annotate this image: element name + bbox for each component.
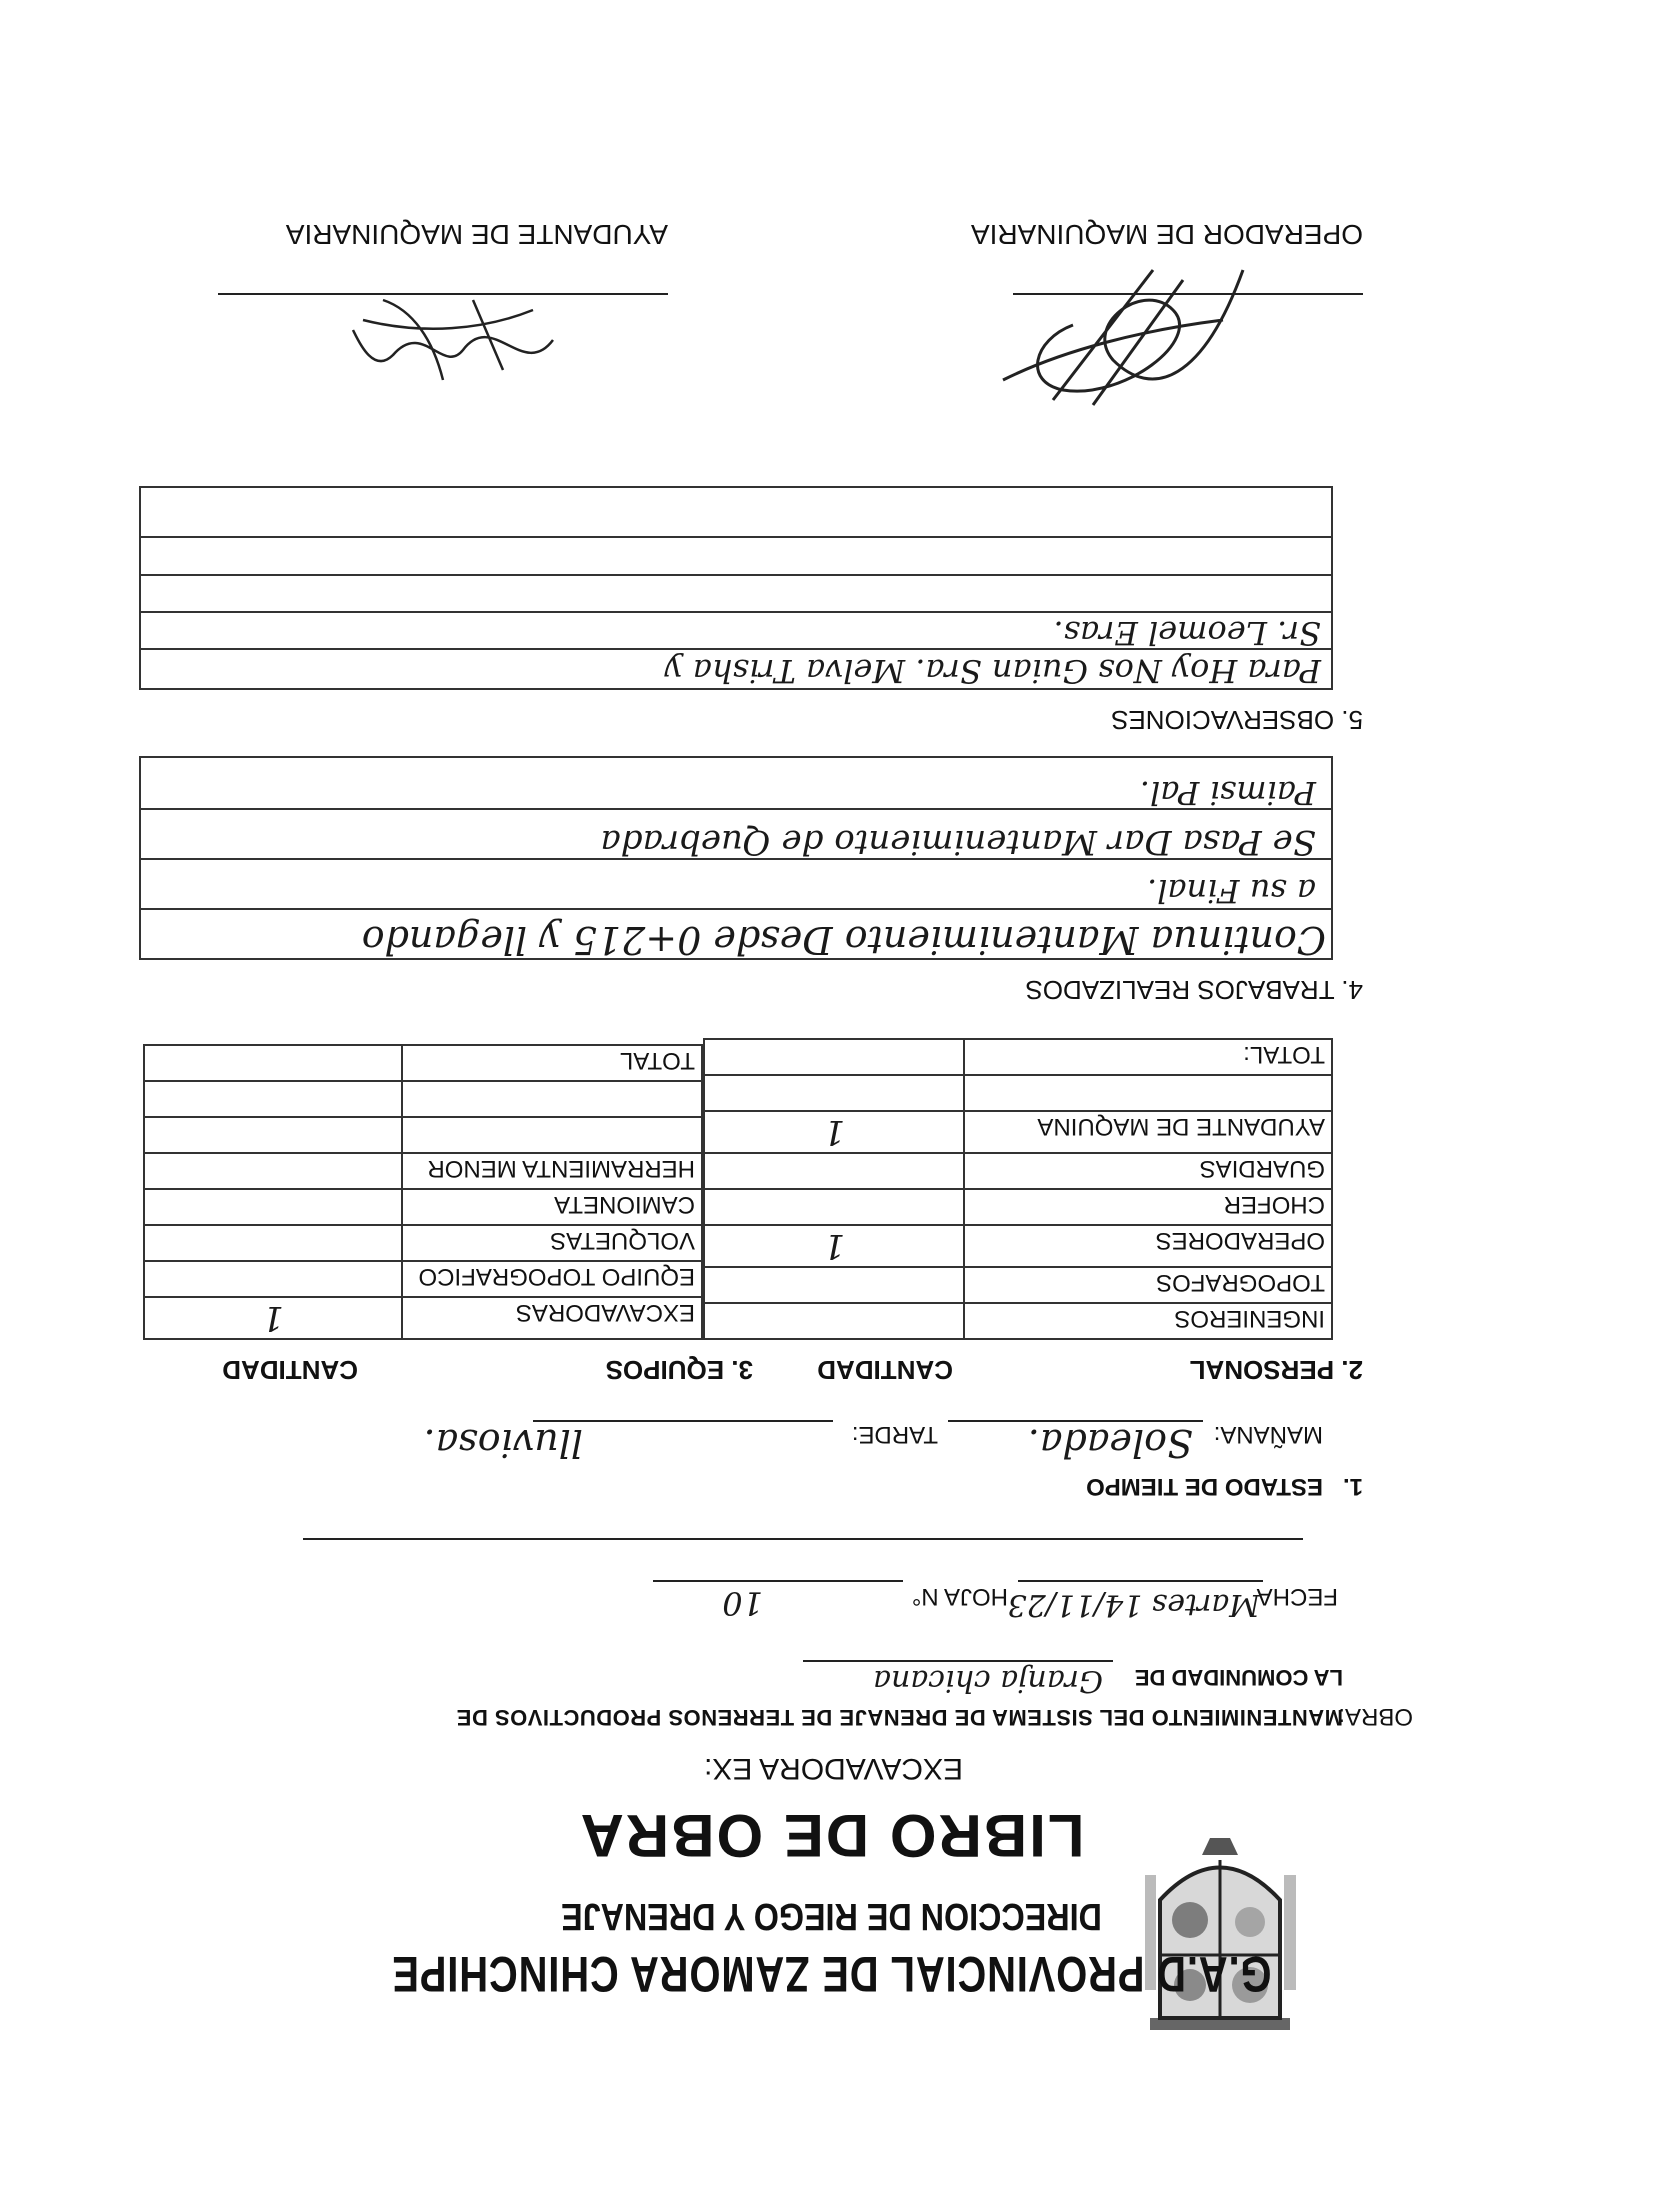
equipos-qty-cell <box>144 1153 402 1189</box>
equipos-label-cell <box>402 1081 702 1117</box>
equipos-qty-cell <box>144 1261 402 1297</box>
fecha-label: FECHA <box>1256 1583 1338 1610</box>
personal-qty-cell <box>704 1303 964 1339</box>
tarde-value: lluviosa. <box>423 1421 583 1465</box>
table-row <box>704 1303 1332 1339</box>
table-row <box>704 1111 1332 1153</box>
personal-label-cell: INGENIEROS <box>964 1303 1332 1339</box>
manana-value: Soleada. <box>1027 1421 1193 1465</box>
personal-qty-header: CANTIDAD <box>817 1355 953 1385</box>
obra-text-1: MANTENIMIENTO DEL SISTEMA DE DRENAJE DE TERRENOS PRODUCTIVOS DE <box>456 1705 1343 1730</box>
comunidad-value: Granja chicana <box>873 1663 1103 1698</box>
operador-signature-icon <box>983 250 1263 420</box>
personal-label-cell: TOPOGRAFOS <box>964 1267 1332 1303</box>
personal-qty-cell <box>704 1189 964 1225</box>
personal-total-label: TOTAL: <box>964 1039 1332 1075</box>
table-row <box>704 1189 1332 1225</box>
personal-label-cell: GUARDIAS <box>964 1153 1332 1189</box>
equipos-total-label: TOTAL <box>402 1045 702 1081</box>
personal-label-cell: OPERADORES <box>964 1225 1332 1267</box>
personal-qty-cell: 1 <box>704 1225 964 1267</box>
tarde-underline <box>533 1420 833 1422</box>
header-divider <box>303 1538 1303 1540</box>
personal-label-cell: AYUDANTE DE MAQUINA <box>964 1111 1332 1153</box>
weather-heading-number: 1. <box>1342 1473 1363 1500</box>
weather-heading: ESTADO DE TIEMPO <box>1086 1473 1323 1500</box>
trabajos-line-1: Continua Mantenimiento Desde 0+215 y llegando <box>361 918 1326 962</box>
table-row <box>704 1225 1332 1267</box>
equipos-table <box>143 1044 703 1340</box>
personal-qty-cell: 1 <box>704 1111 964 1153</box>
equipos-label-cell <box>402 1117 702 1153</box>
equipos-qty-cell <box>144 1189 402 1225</box>
personal-heading: 2. PERSONAL <box>1189 1355 1363 1385</box>
equipos-qty-cell <box>144 1117 402 1153</box>
hoja-underline <box>653 1580 903 1582</box>
table-row <box>144 1153 702 1189</box>
equipos-qty-cell <box>144 1081 402 1117</box>
obra-label: OBRA: <box>1338 1703 1413 1730</box>
trabajos-heading: 4. TRABAJOS REALIZADOS <box>1025 975 1363 1005</box>
hoja-value: 10 <box>722 1584 763 1622</box>
machine-label: EXCAVADORA EX: <box>704 1752 963 1785</box>
equipos-heading: 3. EQUIPOS <box>605 1355 753 1385</box>
ayudante-label: AYUDANTE DE MAQUINARIA <box>285 219 668 250</box>
equipos-label-cell: HERRAMIENTA MENOR <box>402 1153 702 1189</box>
obra-text-2: LA COMUNIDAD DE <box>1134 1665 1343 1690</box>
table-row <box>144 1189 702 1225</box>
personal-table <box>703 1038 1333 1340</box>
table-row <box>704 1039 1332 1075</box>
personal-label-cell: CHOFER <box>964 1189 1332 1225</box>
table-row <box>704 1267 1332 1303</box>
equipos-qty-cell <box>144 1225 402 1261</box>
trabajos-line-2: a su Final. <box>1147 872 1316 910</box>
personal-total-value <box>704 1039 964 1075</box>
hoja-label: HOJA N° <box>911 1583 1008 1610</box>
ayudante-signature-line <box>218 293 668 295</box>
equipos-total-value <box>144 1045 402 1081</box>
trabajos-line-3: Se Pasa Dar Mantenimiento de Quebrada <box>600 822 1316 862</box>
personal-qty-cell <box>704 1075 964 1111</box>
tarde-label: TARDE: <box>851 1421 938 1448</box>
equipos-label-cell: EXCAVADORAS <box>402 1297 702 1339</box>
ayudante-signature-icon <box>343 280 563 400</box>
observaciones-box <box>139 486 1333 690</box>
equipos-qty-cell: 1 <box>144 1297 402 1339</box>
trabajos-line-4: Paimsi Pal. <box>1139 774 1316 812</box>
table-row <box>704 1153 1332 1189</box>
table-row <box>144 1045 702 1081</box>
table-row <box>144 1117 702 1153</box>
table-row <box>144 1081 702 1117</box>
observaciones-heading: 5. OBSERVACIONES <box>1111 705 1363 735</box>
equipos-qty-header: CANTIDAD <box>222 1355 358 1385</box>
equipos-label-cell: VOLQUETAS <box>402 1225 702 1261</box>
table-row <box>704 1075 1332 1111</box>
department-title: DIRECCION DE RIEGO Y DRENAJE <box>561 1895 1102 1937</box>
table-row <box>144 1261 702 1297</box>
book-title: LIBRO DE OBRA <box>578 1802 1085 1869</box>
operador-label: OPERADOR DE MAQUINARIA <box>970 219 1363 250</box>
operador-signature-line <box>1013 293 1363 295</box>
table-row <box>144 1225 702 1261</box>
fecha-value: Martes 14/11/23 <box>1007 1587 1260 1622</box>
manana-underline <box>948 1420 1203 1422</box>
personal-qty-cell <box>704 1267 964 1303</box>
fecha-underline <box>1018 1580 1263 1582</box>
personal-qty-cell <box>704 1153 964 1189</box>
comunidad-underline <box>803 1660 1113 1662</box>
observaciones-line-2: Sr. Leomel Eras. <box>1053 614 1321 652</box>
manana-label: MAÑANA: <box>1213 1421 1323 1448</box>
table-row <box>144 1297 702 1339</box>
trabajos-box <box>139 756 1333 960</box>
personal-label-cell <box>964 1075 1332 1111</box>
equipos-label-cell: EQUIPO TOPOGRAFICO <box>402 1261 702 1297</box>
org-title: G.A.D PROVINCIAL DE ZAMORA CHINCHIPE <box>391 1946 1272 2002</box>
observaciones-line-1: Para Hoy Nos Guian Sra. Melva Trisha y <box>664 652 1321 690</box>
equipos-label-cell: CAMIONETA <box>402 1189 702 1225</box>
